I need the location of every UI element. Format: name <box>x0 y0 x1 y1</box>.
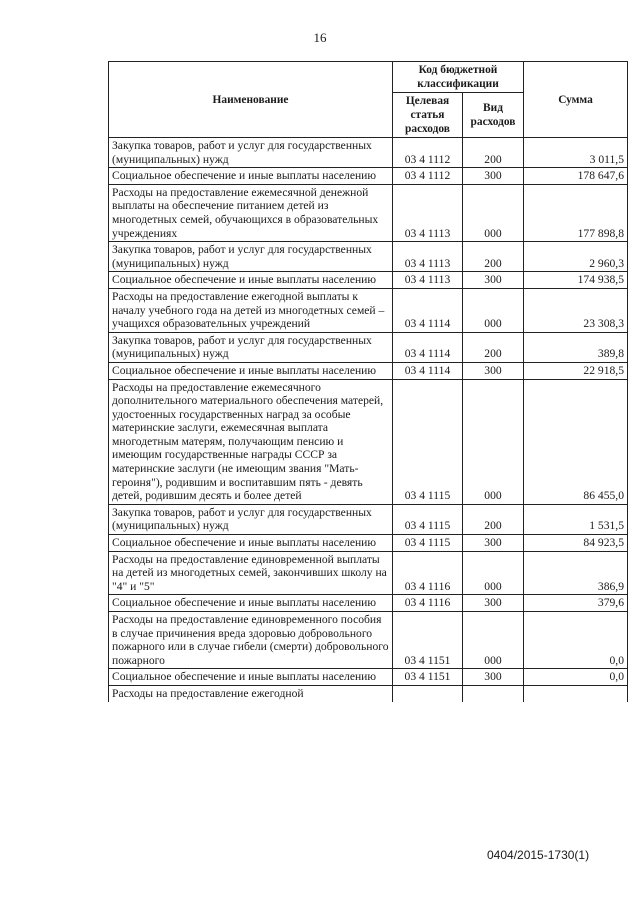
row-type: 300 <box>463 168 524 185</box>
row-type: 000 <box>463 288 524 332</box>
row-sum: 174 938,5 <box>524 272 628 289</box>
table-row <box>109 242 628 272</box>
document-number: 0404/2015-1730(1) <box>487 848 590 862</box>
row-name: Расходы на предоставление единовременного пособия в случае причинения вреда здоровью добровольного пожарного или в случае гибели (смерти) добровольного пожарного <box>109 612 393 669</box>
row-code: 03 4 1112 <box>393 138 463 168</box>
row-code: 03 4 1151 <box>393 612 463 669</box>
table-row <box>109 138 628 168</box>
table-row <box>109 379 628 504</box>
page-number: 16 <box>313 30 327 45</box>
row-code: 03 4 1114 <box>393 332 463 362</box>
row-type: 200 <box>463 138 524 168</box>
row-sum: 86 455,0 <box>524 379 628 504</box>
table-body <box>109 138 628 702</box>
row-sum <box>524 685 628 701</box>
row-name: Расходы на предоставление ежемесячного дополнительного материального обеспечения матерей, удостоенных государственных наград за особые материнские заслуги, ежемесячная выплата многодетным матерям, получающим пенсию и имеющим государственные награды СССР за материнские заслуги (не имеющим звания "Мать-героиня"), родившим и воспитавшим пять - девять детей, родившим десять и более детей <box>109 379 393 504</box>
row-sum: 23 308,3 <box>524 288 628 332</box>
row-code: 03 4 1113 <box>393 242 463 272</box>
row-name: Закупка товаров, работ и услуг для государственных (муниципальных) нужд <box>109 242 393 272</box>
row-sum: 22 918,5 <box>524 362 628 379</box>
row-name: Закупка товаров, работ и услуг для государственных (муниципальных) нужд <box>109 504 393 534</box>
header-target-article: Целевая статья расходов <box>393 93 463 138</box>
table-row <box>109 288 628 332</box>
row-code: 03 4 1115 <box>393 535 463 552</box>
row-sum: 177 898,8 <box>524 184 628 241</box>
row-code: 03 4 1116 <box>393 551 463 595</box>
header-expense-type: Вид расходов <box>463 93 524 138</box>
row-sum: 2 960,3 <box>524 242 628 272</box>
row-name: Социальное обеспечение и иные выплаты населению <box>109 669 393 686</box>
table-row-continued <box>109 685 628 701</box>
row-code: 03 4 1113 <box>393 272 463 289</box>
table-row <box>109 272 628 289</box>
row-sum: 386,9 <box>524 551 628 595</box>
row-type: 300 <box>463 669 524 686</box>
table-row <box>109 168 628 185</box>
row-type: 000 <box>463 551 524 595</box>
row-name: Социальное обеспечение и иные выплаты населению <box>109 362 393 379</box>
table-row <box>109 669 628 686</box>
row-sum: 84 923,5 <box>524 535 628 552</box>
row-name: Расходы на предоставление ежегодной выплаты к началу учебного года на детей из многодетных семей – учащихся образовательных учреждений <box>109 288 393 332</box>
row-code: 03 4 1115 <box>393 379 463 504</box>
row-code: 03 4 1116 <box>393 595 463 612</box>
row-type: 000 <box>463 379 524 504</box>
table-row <box>109 595 628 612</box>
table-row <box>109 551 628 595</box>
table-header <box>109 62 628 138</box>
row-name: Социальное обеспечение и иные выплаты населению <box>109 595 393 612</box>
header-code-group: Код бюджетной классификации <box>393 62 524 93</box>
row-sum: 178 647,6 <box>524 168 628 185</box>
row-code: 03 4 1114 <box>393 288 463 332</box>
row-name: Расходы на предоставление ежемесячной денежной выплаты на обеспечение питанием детей из многодетных семей, обучающихся в образовательных учреждениях <box>109 184 393 241</box>
row-type: 200 <box>463 242 524 272</box>
row-code: 03 4 1114 <box>393 362 463 379</box>
row-type: 300 <box>463 272 524 289</box>
table-row <box>109 362 628 379</box>
row-code <box>393 685 463 701</box>
row-sum: 0,0 <box>524 612 628 669</box>
row-name: Расходы на предоставление единовременной выплаты на детей из многодетных семей, закончивших школу на "4" и "5" <box>109 551 393 595</box>
row-code: 03 4 1112 <box>393 168 463 185</box>
row-sum: 3 011,5 <box>524 138 628 168</box>
row-name: Социальное обеспечение и иные выплаты населению <box>109 535 393 552</box>
row-sum: 1 531,5 <box>524 504 628 534</box>
header-sum: Сумма <box>524 62 628 138</box>
row-name: Социальное обеспечение и иные выплаты населению <box>109 272 393 289</box>
row-type: 000 <box>463 612 524 669</box>
row-type: 300 <box>463 535 524 552</box>
row-name: Закупка товаров, работ и услуг для государственных (муниципальных) нужд <box>109 138 393 168</box>
row-name: Закупка товаров, работ и услуг для государственных (муниципальных) нужд <box>109 332 393 362</box>
table-row <box>109 504 628 534</box>
row-name: Социальное обеспечение и иные выплаты населению <box>109 168 393 185</box>
row-code: 03 4 1151 <box>393 669 463 686</box>
row-name: Расходы на предоставление ежегодной <box>109 685 393 701</box>
row-type: 200 <box>463 332 524 362</box>
row-type <box>463 685 524 701</box>
row-type: 300 <box>463 595 524 612</box>
header-name: Наименование <box>109 62 393 138</box>
table-row <box>109 612 628 669</box>
row-code: 03 4 1113 <box>393 184 463 241</box>
row-type: 200 <box>463 504 524 534</box>
row-type: 300 <box>463 362 524 379</box>
row-sum: 379,6 <box>524 595 628 612</box>
table-row <box>109 535 628 552</box>
row-sum: 389,8 <box>524 332 628 362</box>
row-type: 000 <box>463 184 524 241</box>
row-code: 03 4 1115 <box>393 504 463 534</box>
budget-table <box>108 61 628 702</box>
table-row <box>109 332 628 362</box>
row-sum: 0,0 <box>524 669 628 686</box>
table-row <box>109 184 628 241</box>
